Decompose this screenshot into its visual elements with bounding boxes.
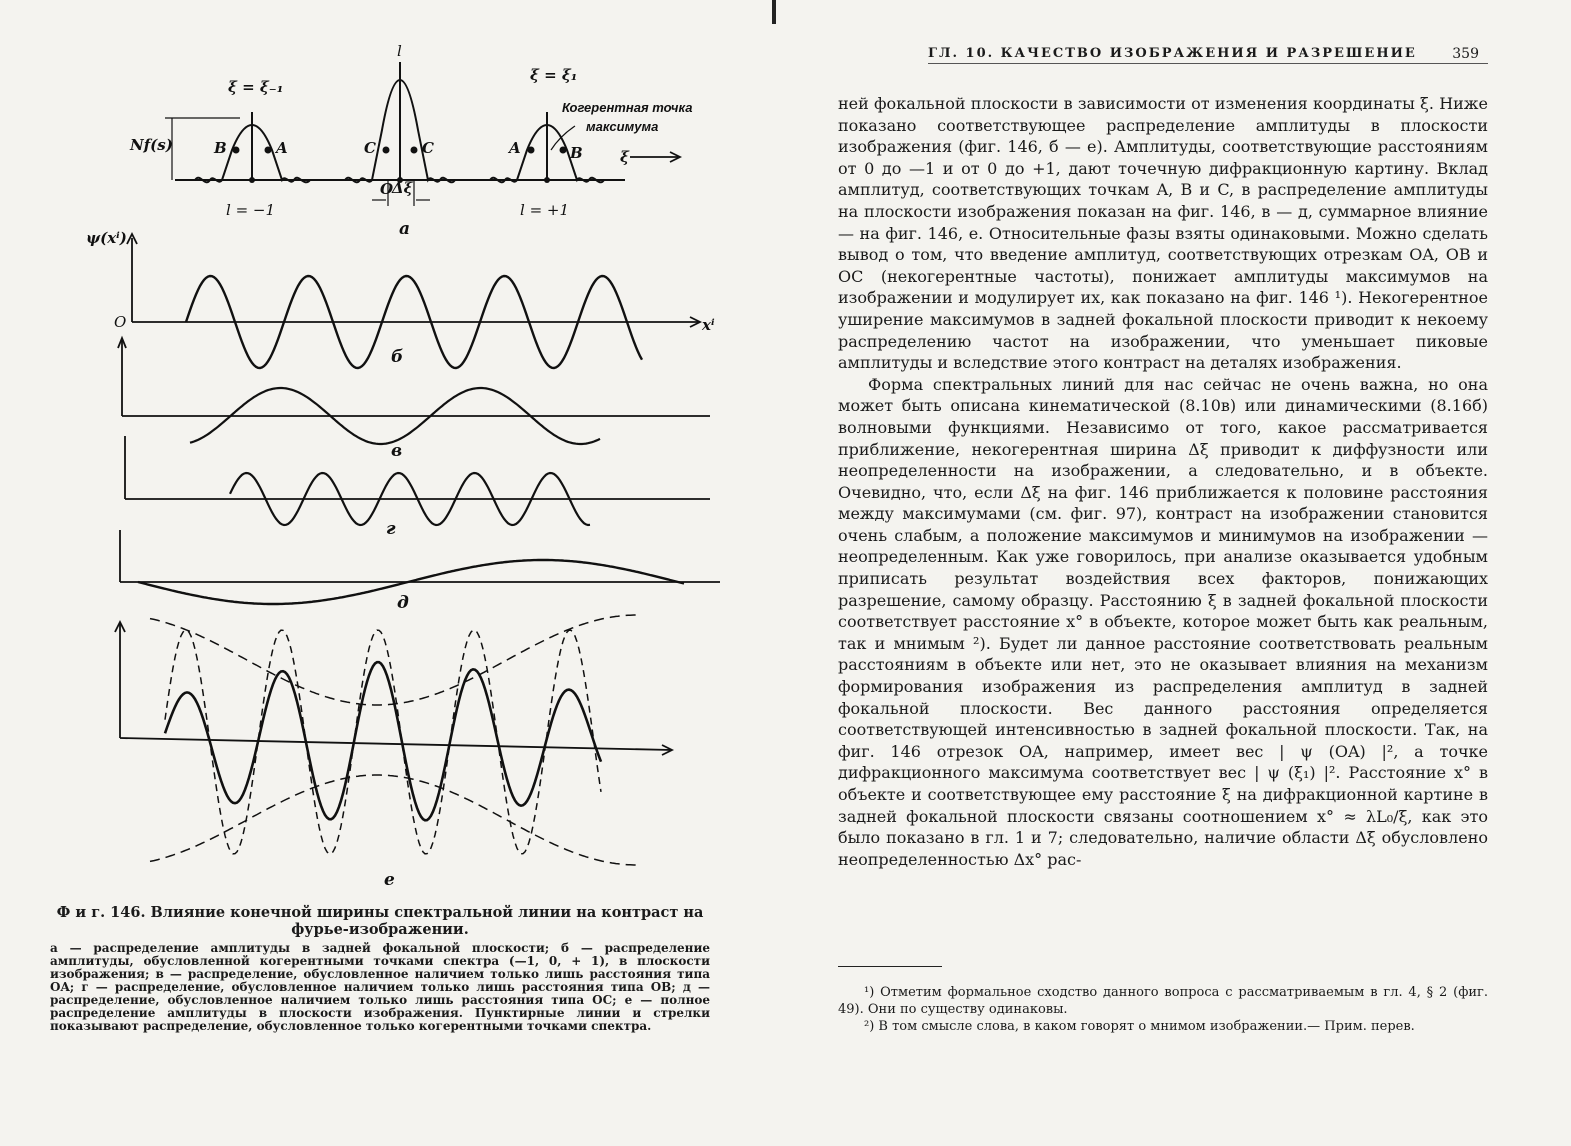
label-l-plus: l = +1: [520, 201, 570, 219]
label-C-left: C: [364, 139, 376, 157]
label-B-right: B: [570, 144, 583, 162]
label-l-minus: l = −1: [226, 201, 276, 219]
panel-label-v: в: [391, 441, 403, 461]
label-C-right: C: [422, 139, 434, 157]
right-page: [780, 0, 1571, 1146]
paragraph-2: Форма спектральных линий для нас сейчас не очень важна, но она может быть описана кинематической (8.10в) или динамическими (8.16б) волновыми функциями. Независимо от того, какое рассматривается приближение, некогерентная ширина Δξ приводит к диффузности или неопределенности на изображении, а следовательно, и в объекте. Очевидно, что, если Δξ на фиг. 146 приближается к половине расстояния между максимумами (см. фиг. 97), контраст на изображении становится очень слабым, а положение максимумов и минимумов на изображении — неопределенным. Как уже говорилось, при анализе оказывается удобным приписать результат воздействия всех факторов, понижающих разрешение, самому образцу. Расстоянию ξ в задней фокальной плоскости соответствует расстояние x° в объекте, которое может быть как реальным, так и мнимым ²). Будет ли данное расстояние соответствовать реальным расстояниям в объекте или нет, это не оказывает влияния на механизм формирования изображения из распределения амплитуд в задней фокальной плоскости. Вес данного расстояния определяется соответствующей интенсивностью в задней фокальной плоскости. Так, на фиг. 146 отрезок OA, например, имеет вес | ψ (OA) |², а точке дифракционного максимума соответствует вес | ψ (ξ₁) |². Расстояние x° в объекте и соответствующее ему расстояние ξ на дифракционной картине в задней фокальной плоскости связаны соотношением x° ≈ λL₀/ξ, как это было показано в гл. 1 и 7; следовательно, наличие области Δξ обусловлено неопределенностью Δx° рас-: [838, 374, 1488, 869]
panel-label-d: д: [397, 593, 409, 613]
label-xi-arrow: ξ: [620, 148, 629, 166]
label-top-l: l: [397, 42, 402, 60]
figure-146: [0, 0, 770, 900]
footnote-rule: [838, 966, 942, 967]
footnotes: [838, 984, 1488, 1035]
panel-label-b: б: [391, 347, 404, 367]
footnote-2: ²) В том смысле слова, в каком говорят о мнимом изображении.— Прим. перев.: [864, 1019, 1415, 1034]
label-amplitude: Nf(s): [130, 136, 173, 154]
label-A-right: A: [509, 139, 521, 157]
figure-caption: [50, 904, 710, 1033]
label-coherent-1: Когерентная точка: [562, 100, 693, 115]
label-psi-axis: ψ(xⁱ): [86, 229, 127, 247]
label-xi-minus1: ξ = ξ₋₁: [228, 78, 284, 96]
panel-label-a: а: [399, 219, 411, 239]
footnote-1: ¹) Отметим формальное сходство данного вопроса с рассматриваемым в гл. 4, § 2 (фиг. 49). Они по существу одинаковы.: [838, 985, 1488, 1017]
caption-title: Ф и г. 146. Влияние конечной ширины спектральной линии на контраст на фурье-изображении.: [56, 904, 704, 938]
label-O: O: [380, 180, 394, 198]
panel-label-g: г: [386, 519, 396, 539]
label-coherent-2: максимума: [586, 119, 659, 134]
page-number: 359: [1452, 46, 1479, 62]
label-x-axis: xⁱ: [702, 316, 715, 334]
label-B-left: B: [214, 139, 227, 157]
label-axis-origin: O: [114, 313, 127, 331]
body-text: [838, 93, 1488, 870]
label-xi-plus1: ξ = ξ₁: [530, 66, 578, 84]
left-page: [0, 0, 770, 1146]
caption-text: а — распределение амплитуды в задней фокальной плоскости; б — распределение амплитуды, обусловленной когерентными точками спектра (—1, 0, + 1), в плоскости изображения; в — распределение, обусловленное наличием только лишь расстояния типа OA; г — распределение, обусловленное наличием только лишь расстояния типа OB; д — распределение, обусловленное наличием только лишь расстояния типа OC; е — полное распределение амплитуды в плоскости изображения. Пунктирные линии и стрелки показывают распределение, обусловленное только когерентными точками спектра.: [50, 941, 710, 1033]
paragraph-1: ней фокальной плоскости в зависимости от изменения координаты ξ. Ниже показано соответствующее распределение амплитуды в плоскости изображения (фиг. 146, б — е). Амплитуды, соответствующие расстояниям от 0 до —1 и от 0 до +1, дают точечную дифракционную картину. Вклад амплитуд, соответствующих точкам A, B и C, в распределение амплитуды на плоскости изображения показан на фиг. 146, в — д, суммарное влияние — на фиг. 146, е. Относительные фазы взяты одинаковыми. Можно сделать вывод о том, что введение амплитуд, соответствующих отрезкам OA, OB и OC (некогерентные частоты), понижает амплитуды максимумов на изображении и модулирует их, как показано на фиг. 146 ¹). Некогерентное уширение максимумов в задней фокальной плоскости приводит к некоему распределению частот на изображении, что уменьшает пиковые амплитуды и вследствие этого контраст на деталях изображения.: [838, 94, 1488, 373]
running-head: ГЛ. 10. КАЧЕСТВО ИЗОБРАЖЕНИЯ И РАЗРЕШЕНИЕ: [928, 46, 1488, 64]
panel-label-e: е: [384, 870, 395, 890]
label-delta-xi: Δξ: [392, 179, 413, 197]
book-spine: [772, 0, 776, 24]
label-A-left: A: [276, 139, 288, 157]
curve-e-coherent: [165, 630, 601, 854]
